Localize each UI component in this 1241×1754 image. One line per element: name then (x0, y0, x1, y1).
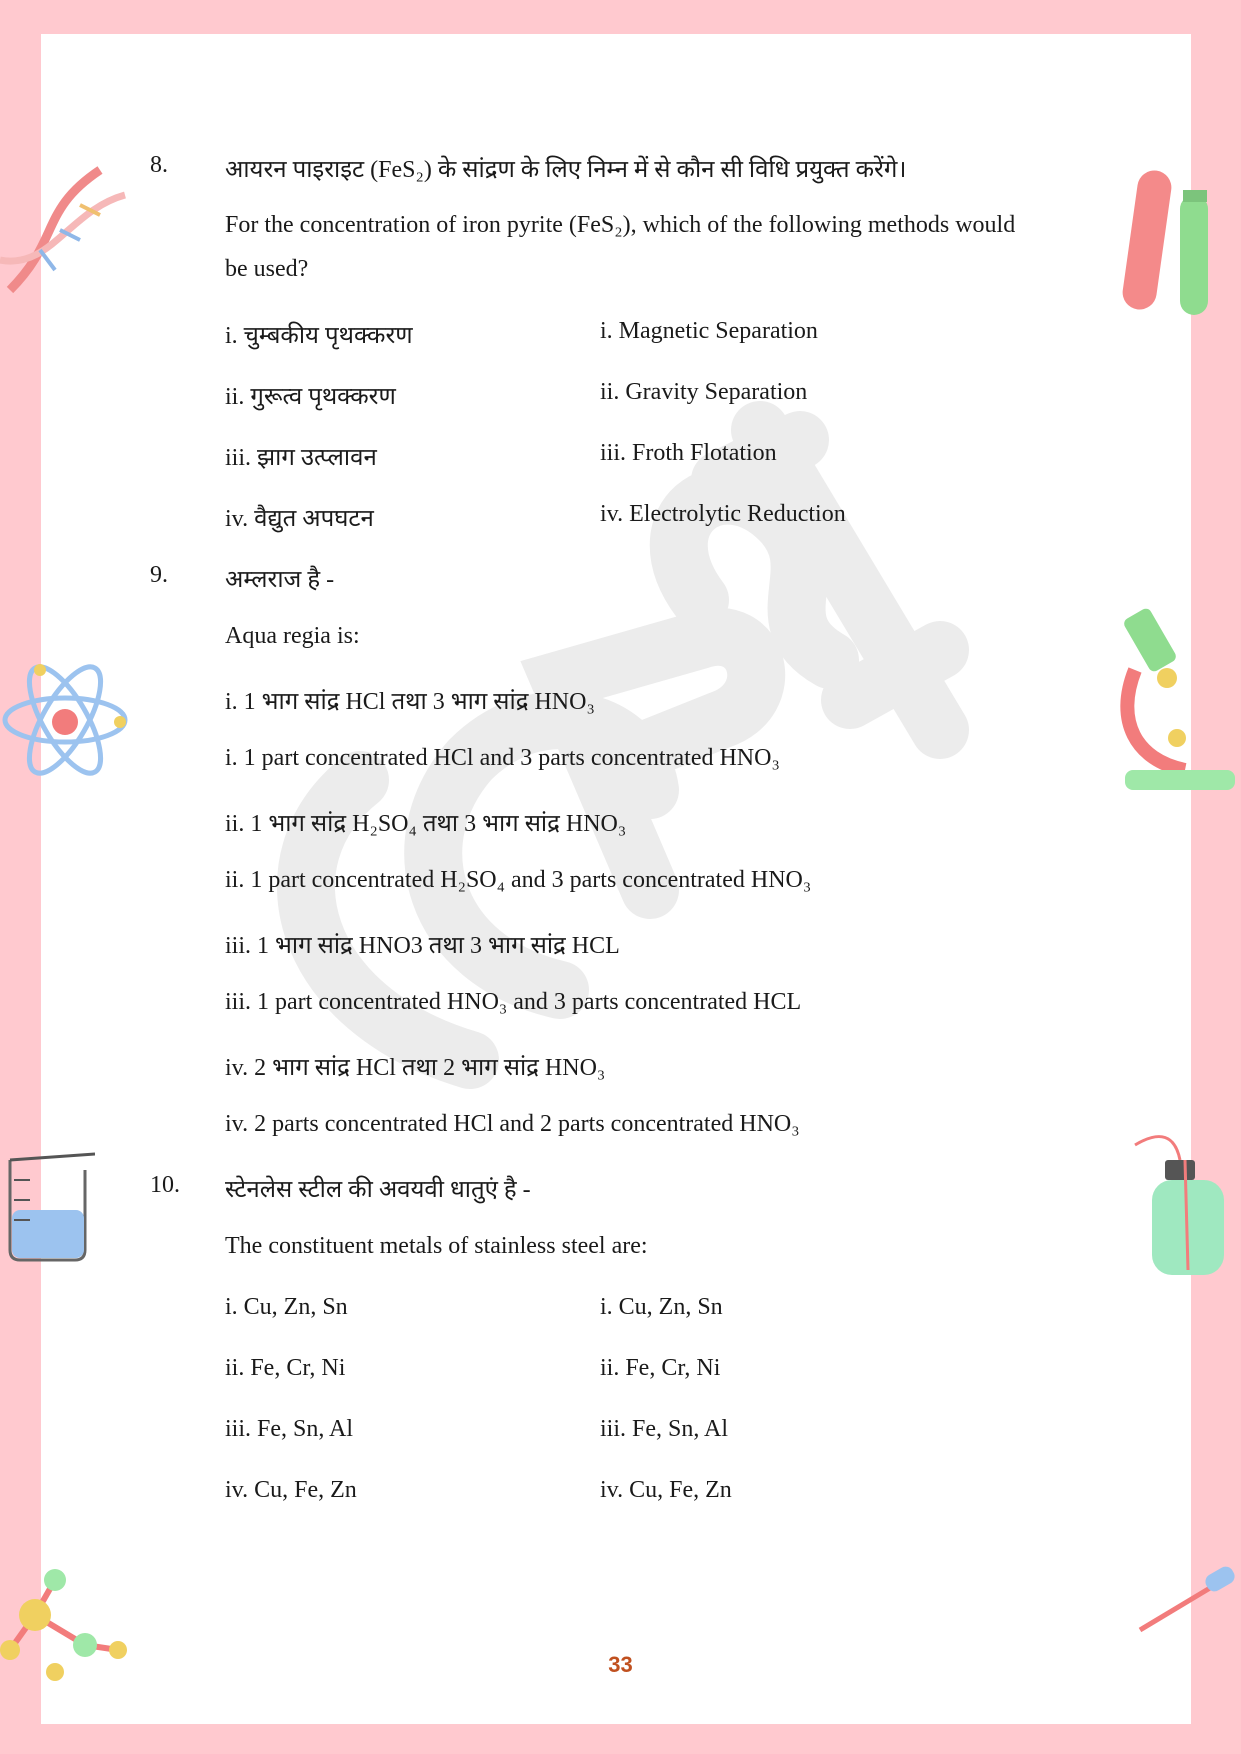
test-tubes-icon (1120, 160, 1235, 320)
question-text-hindi: स्टेनलेस स्टील की अवयवी धातुएं है - (225, 1177, 531, 1203)
option-english: i. Cu, Zn, Sn (600, 1294, 723, 1320)
dna-icon (0, 150, 135, 300)
atom-icon (0, 650, 140, 790)
option-line: i. 1 part concentrated HCl and 3 parts concentrated HNO₃ (225, 745, 780, 771)
question-text-hindi: अम्लराज है - (225, 567, 335, 593)
option-hindi: iv. Cu, Fe, Zn (225, 1477, 357, 1503)
option-english: iv. Electrolytic Reduction (600, 501, 846, 527)
option-english: iii. Fe, Sn, Al (600, 1416, 729, 1442)
option-hindi: iii. Fe, Sn, Al (225, 1416, 354, 1442)
option-line: ii. 1 part concentrated H₂SO₄ and 3 parts concentrated HNO₃ (225, 867, 812, 893)
question-number: 9. (150, 562, 168, 588)
page-number: 33 (608, 1652, 633, 1677)
option-line: iii. 1 भाग सांद्र HNO3 तथा 3 भाग सांद्र HCL (225, 933, 620, 959)
option-english: ii. Fe, Cr, Ni (600, 1355, 721, 1381)
option-hindi: iv. वैद्युत अपघटन (225, 506, 374, 532)
dropper-icon (1130, 1560, 1241, 1640)
option-hindi: iii. झाग उत्प्लावन (225, 445, 377, 471)
option-line: i. 1 भाग सांद्र HCl तथा 3 भाग सांद्र HNO₃ (225, 689, 595, 715)
beaker-icon (0, 1150, 95, 1270)
question-text-hindi: आयरन पाइराइट (FeS₂) के सांद्रण के लिए निम्न में से कौन सी विधि प्रयुक्त करेंगे। (225, 157, 907, 183)
question-text-english: The constituent metals of stainless steel are: (225, 1233, 648, 1259)
question-text-english: Aqua regia is: (225, 623, 360, 649)
option-line: iii. 1 part concentrated HNO₃ and 3 parts concentrated HCL (225, 989, 802, 1015)
option-hindi: ii. Fe, Cr, Ni (225, 1355, 346, 1381)
option-hindi: i. Cu, Zn, Sn (225, 1294, 348, 1320)
question-text-english: For the concentration of iron pyrite (FeS₂), which of the following methods would (225, 212, 1016, 238)
option-line: iv. 2 parts concentrated HCl and 2 parts concentrated HNO₃ (225, 1111, 800, 1137)
option-hindi: ii. गुरूत्व पृथक्करण (225, 384, 396, 410)
question-text-english-cont: be used? (225, 256, 309, 282)
option-line: ii. 1 भाग सांद्र H₂SO₄ तथा 3 भाग सांद्र HNO₃ (225, 811, 627, 837)
wash-bottle-icon (1130, 1130, 1241, 1280)
option-english: iv. Cu, Fe, Zn (600, 1477, 732, 1503)
option-english: ii. Gravity Separation (600, 379, 808, 405)
question-number: 8. (150, 152, 168, 178)
option-hindi: i. चुम्बकीय पृथक्करण (225, 323, 413, 349)
microscope-icon (1115, 600, 1241, 800)
option-english: i. Magnetic Separation (600, 318, 818, 344)
question-number: 10. (150, 1172, 180, 1198)
option-line: iv. 2 भाग सांद्र HCl तथा 2 भाग सांद्र HNO₃ (225, 1055, 606, 1081)
option-english: iii. Froth Flotation (600, 440, 777, 466)
